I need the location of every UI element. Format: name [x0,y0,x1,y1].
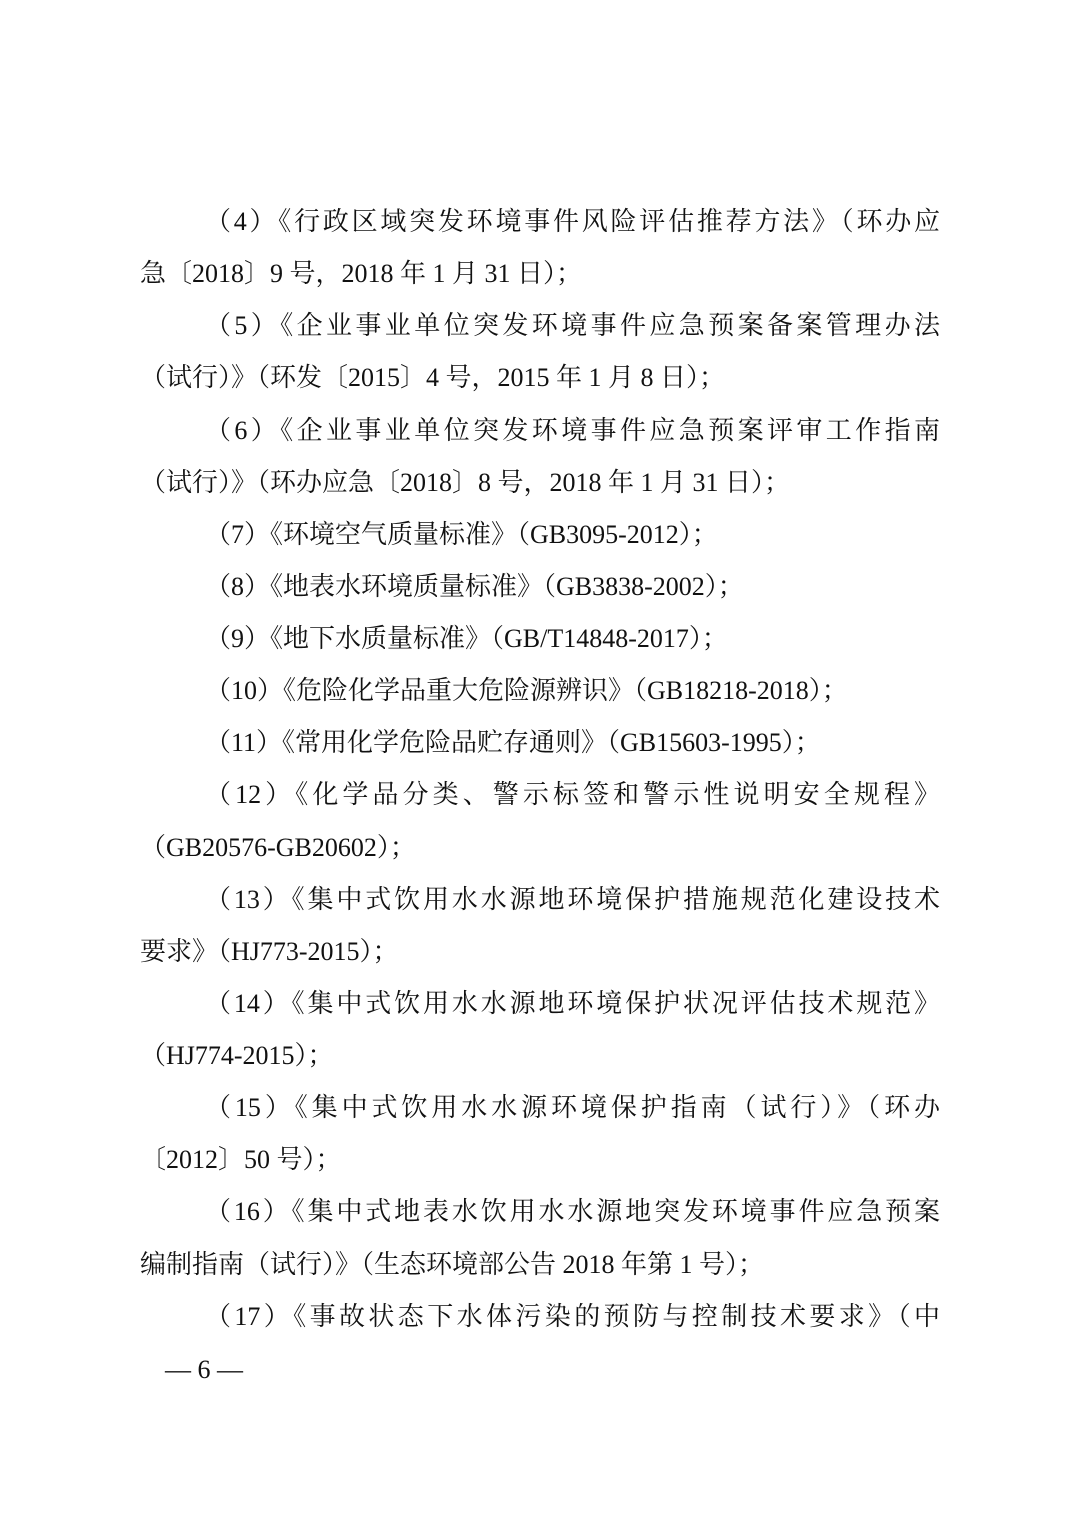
reference-line: （GB20576-GB20602）； [140,832,416,862]
reference-line: 〔2012〕50 号）； [140,1145,342,1175]
reference-line: （7）《环境空气质量标准》（GB3095-2012）； [205,519,718,549]
reference-line: 要求》（HJ773-2015）； [140,936,399,966]
reference-item [140,978,940,1082]
reference-line: 急〔2018〕9 号，2018 年 1 月 31 日）； [140,259,583,289]
reference-item [140,874,940,978]
reference-line: （17）《事故状态下水体污染的预防与控制技术要求》（中 [205,1301,940,1331]
reference-item [140,769,940,873]
reference-line: （12）《化学品分类、警示标签和警示性说明安全规程》 [205,780,940,810]
reference-line: （11）《常用化学危险品贮存通则》（GB15603-1995）； [205,728,821,758]
reference-line: （16）《集中式地表水饮用水水源地突发环境事件应急预案 [205,1197,940,1227]
reference-item [140,613,940,665]
reference-line: （8）《地表水环境质量标准》（GB3838-2002）； [205,571,744,601]
reference-line: （15）《集中式饮用水水源环境保护指南（试行）》（环办 [205,1093,940,1123]
reference-item [140,717,940,769]
reference-list [140,196,940,1343]
reference-line: （9）《地下水质量标准》（GB/T14848-2017）； [205,624,728,653]
reference-item [140,300,940,404]
reference-line: （13）《集中式饮用水水源地环境保护措施规范化建设技术 [205,884,940,914]
reference-item [140,1186,940,1290]
reference-line: （HJ774-2015）； [140,1041,334,1070]
reference-item [140,1291,940,1343]
reference-item [140,1082,940,1186]
reference-line: （6）《企业事业单位突发环境事件应急预案评审工作指南 [205,415,940,445]
reference-line: （10）《危险化学品重大危险源辨识》（GB18218-2018）； [205,676,848,706]
reference-line: （试行）》（环发〔2015〕4 号，2015 年 1 月 8 日）； [140,363,726,393]
reference-line: （14）《集中式饮用水水源地环境保护状况评估技术规范》 [205,988,940,1018]
reference-item [140,405,940,509]
page-number: — 6 — [165,1355,243,1384]
reference-item [140,196,940,300]
reference-line: 编制指南（试行）》（生态环境部公告 2018 年第 1 号）； [140,1249,765,1279]
reference-item [140,665,940,717]
reference-line: （5）《企业事业单位突发环境事件应急预案备案管理办法 [205,311,940,341]
reference-line: （试行）》（环办应急〔2018〕8 号，2018 年 1 月 31 日）； [140,467,791,497]
reference-item [140,509,940,561]
reference-line: （4）《行政区域突发环境事件风险评估推荐方法》（环办应 [205,207,940,236]
reference-item [140,561,940,613]
